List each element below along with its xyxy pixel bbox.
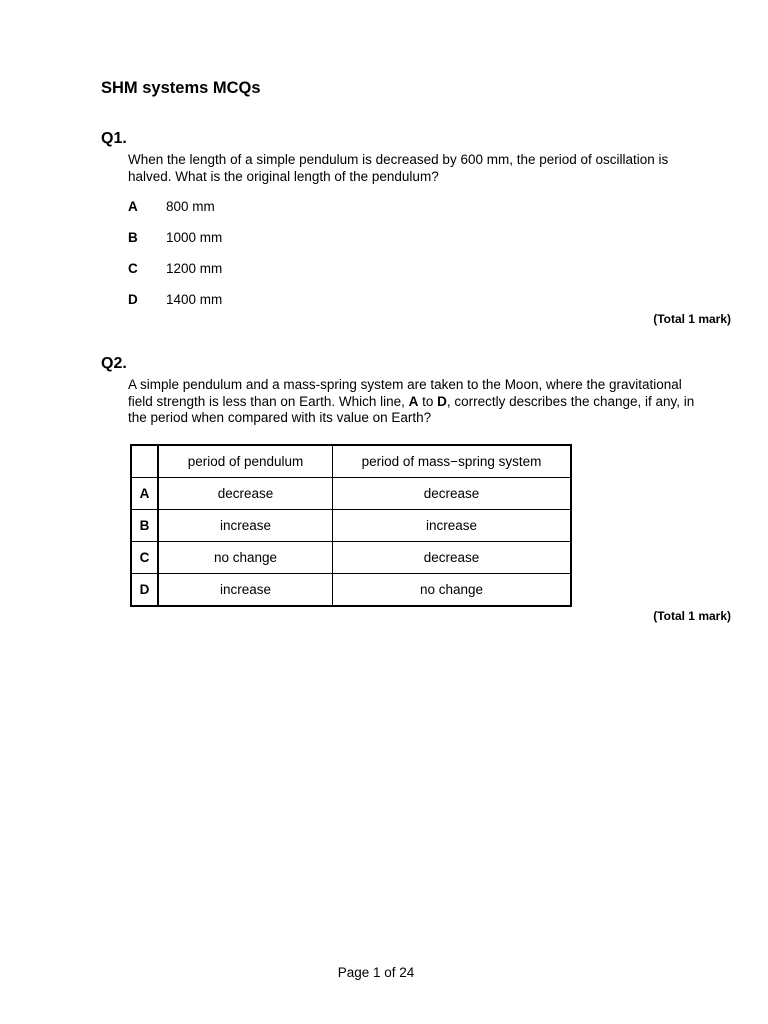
row-letter: C (131, 542, 158, 574)
q1-option-b-text: 1000 mm (166, 230, 223, 245)
q1-option-a-text: 800 mm (166, 199, 215, 214)
question-1-marks: (Total 1 mark) (653, 312, 731, 326)
cell-spring: decrease (333, 478, 572, 510)
table-row (131, 542, 571, 574)
table-row (131, 510, 571, 542)
header-period-pendulum: period of pendulum (158, 445, 333, 478)
q1-option-c-text: 1200 mm (166, 261, 223, 276)
q1-option-a-letter: A (128, 199, 138, 214)
page-number: Page 1 of 24 (337, 965, 415, 980)
header-period-mass-spring: period of mass−spring system (333, 445, 572, 478)
table-header-row (131, 445, 571, 478)
q2-text-bold-d: D (437, 393, 447, 409)
table-row (131, 574, 571, 607)
row-letter: A (131, 478, 158, 510)
q1-option-c-letter: C (128, 261, 138, 276)
q2-text-part1: A simple pendulum and a mass-spring system are taken to the Moon, where the gravitational field strength is less than on Earth. Which line, (128, 377, 682, 409)
cell-spring: no change (333, 574, 572, 607)
cell-pendulum: decrease (158, 478, 333, 510)
table-row (131, 478, 571, 510)
q1-option-d-letter: D (128, 292, 138, 307)
cell-pendulum: increase (158, 510, 333, 542)
question-1-number: Q1. (101, 130, 127, 147)
row-letter: D (131, 574, 158, 607)
row-letter: B (131, 510, 158, 542)
q2-text-part2: to (418, 393, 438, 409)
question-2-number: Q2. (101, 355, 127, 372)
q1-option-d-text: 1400 mm (166, 292, 223, 307)
document-title: SHM systems MCQs (101, 79, 261, 97)
q2-answer-table (130, 444, 572, 607)
cell-pendulum: increase (158, 574, 333, 607)
question-2-text (128, 377, 708, 427)
table-corner-cell (131, 445, 158, 478)
question-1-text: When the length of a simple pendulum is decreased by 600 mm, the period of oscillation is halved. What is the original length of the pendulum? (128, 152, 669, 184)
cell-spring: increase (333, 510, 572, 542)
q1-option-b-letter: B (128, 230, 138, 245)
cell-pendulum: no change (158, 542, 333, 574)
cell-spring: decrease (333, 542, 572, 574)
q2-text-part3: , correctly describes the change, if any, in the period when compared with its value on Earth? (128, 393, 695, 425)
q2-text-bold-a: A (408, 393, 419, 409)
question-2-marks: (Total 1 mark) (653, 609, 731, 623)
